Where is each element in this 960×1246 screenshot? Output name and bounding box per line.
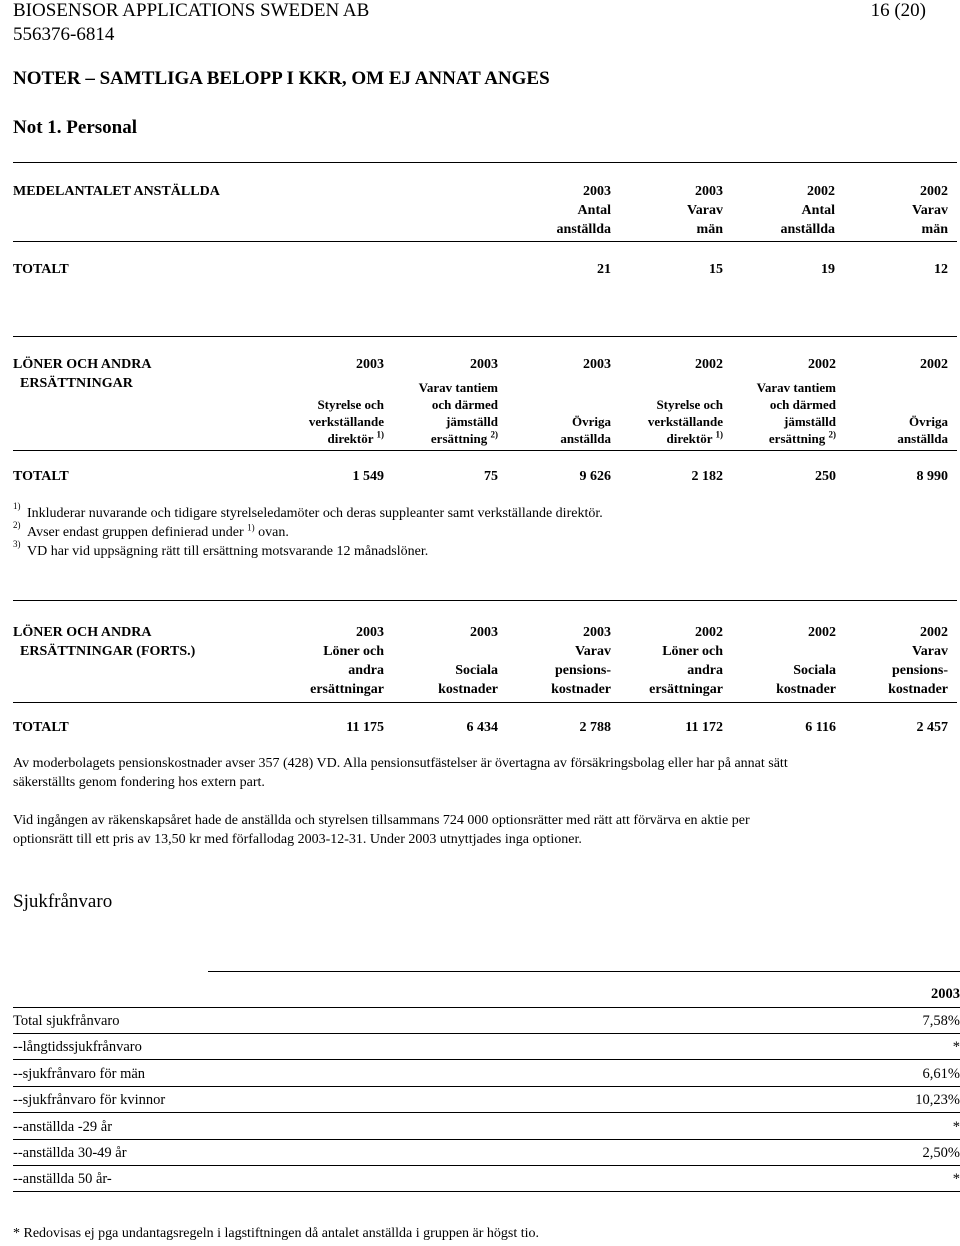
total-value: 9 626 <box>579 469 611 484</box>
sick-row-label: --sjukfrånvaro för män <box>13 1066 146 1082</box>
sick-row-label: --sjukfrånvaro för kvinnor <box>13 1092 166 1108</box>
divider <box>13 450 957 451</box>
col-header: Varav <box>911 203 948 218</box>
col-header: Löner och <box>662 644 723 659</box>
col-header: Styrelse och <box>656 397 723 412</box>
sick-row-value: 7,58% <box>922 1013 960 1029</box>
col-header: Sociala <box>455 663 498 678</box>
salaries-cont-label: ERSÄTTNINGAR (FORTS.) <box>20 644 196 659</box>
year-header: 2003 <box>583 357 611 372</box>
year-header: 2003 <box>470 357 498 372</box>
row-divider <box>13 1033 960 1034</box>
row-divider <box>13 1191 960 1192</box>
col-header: Övriga <box>572 414 611 429</box>
sick-row-label: --anställda 30-49 år <box>13 1145 127 1161</box>
col-header: direktör $^{1)}$ <box>666 429 723 446</box>
sick-row-value: * <box>952 1039 960 1055</box>
divider <box>13 241 957 242</box>
divider <box>208 971 960 972</box>
col-header: ersättning $^{2)}$ <box>430 429 498 446</box>
sick-row-value: 10,23% <box>915 1092 960 1108</box>
row-divider <box>13 1165 960 1166</box>
year-header: 2003 <box>356 357 384 372</box>
col-header: verkställande <box>647 414 723 429</box>
footnote-text: Avser endast gruppen definierad under $^{1)}$ ovan. <box>27 522 289 540</box>
salaries-label: LÖNER OCH ANDRA <box>13 357 152 372</box>
year-header: 2002 <box>808 357 836 372</box>
col-header: ersättningar <box>649 682 723 697</box>
row-divider <box>13 1139 960 1140</box>
col-header: anställda <box>556 222 611 237</box>
col-header: anställda <box>780 222 835 237</box>
col-header: kostnader <box>551 682 611 697</box>
sick-row-label: --långtidssjukfrånvaro <box>13 1039 142 1055</box>
col-header: Varav tantiem <box>418 380 498 395</box>
divider <box>13 600 957 601</box>
paragraph-line: säkerställts genom fondering hos extern part. <box>13 775 265 790</box>
total-label: TOTALT <box>13 469 69 484</box>
year-header: 2003 <box>356 625 384 640</box>
footnote-text: VD har vid uppsägning rätt till ersättning motsvarande 12 månadslöner. <box>27 544 429 559</box>
total-value: 12 <box>934 262 948 277</box>
col-header: ersättningar <box>310 682 384 697</box>
col-header: Varav <box>686 203 723 218</box>
total-value: 8 990 <box>916 469 948 484</box>
sick-year: 2003 <box>931 986 960 1002</box>
total-value: 19 <box>821 262 835 277</box>
year-header: 2002 <box>695 625 723 640</box>
col-header: Varav <box>911 644 948 659</box>
note-title: Not 1. Personal <box>13 117 138 138</box>
divider <box>13 336 957 337</box>
col-header: jämställd <box>784 414 836 429</box>
col-header: direktör $^{1)}$ <box>327 429 384 446</box>
sick-row-value: * <box>952 1171 960 1187</box>
total-value: 75 <box>484 469 498 484</box>
col-header: andra <box>687 663 723 678</box>
total-value: 2 182 <box>691 469 723 484</box>
total-value: 6 434 <box>466 720 498 735</box>
paragraph-line: Vid ingången av räkenskapsåret hade de anställda och styrelsen tillsammans 724 000 optionsrätter med rätt att förvärva en aktie per <box>13 813 750 828</box>
col-header: Antal <box>801 203 835 218</box>
total-label: TOTALT <box>13 720 69 735</box>
col-header: Övriga <box>909 414 948 429</box>
footnote-text: Inkluderar nuvarande och tidigare styrelseledamöter och deras suppleanter samt verkställande direktör. <box>27 506 603 521</box>
col-header: Sociala <box>793 663 836 678</box>
year-header: 2003 <box>470 625 498 640</box>
sick-row-value: 6,61% <box>922 1066 960 1082</box>
divider <box>13 162 957 163</box>
total-value: 2 457 <box>916 720 948 735</box>
col-header: 2003 <box>695 184 723 199</box>
sick-row-label: --anställda 50 år- <box>13 1171 112 1187</box>
col-header: Styrelse och <box>317 397 384 412</box>
paragraph-line: optionsrätt till ett pris av 13,50 kr med förfallodag 2003-12-31. Under 2003 utnyttjades inga optioner. <box>13 832 582 847</box>
year-header: 2002 <box>920 625 948 640</box>
year-header: 2002 <box>695 357 723 372</box>
total-value: 11 175 <box>346 720 384 735</box>
divider <box>13 702 957 703</box>
col-header: pensions- <box>554 663 611 678</box>
col-header: 2003 <box>583 184 611 199</box>
total-label: TOTALT <box>13 262 69 277</box>
section-title: NOTER – SAMTLIGA BELOPP I KKR, OM EJ ANNAT ANGES <box>13 68 550 89</box>
total-value: 2 788 <box>579 720 611 735</box>
row-divider <box>13 1086 960 1087</box>
footnote-mark: 1) <box>13 501 21 511</box>
total-value: 1 549 <box>352 469 384 484</box>
col-header: Löner och <box>323 644 384 659</box>
col-header: verkställande <box>308 414 384 429</box>
col-header: anställda <box>897 431 948 446</box>
paragraph-line: Av moderbolagets pensionskostnader avser 357 (428) VD. Alla pensionsutfästelser är övertagna av försäkringsbolag eller har på annat sätt <box>13 756 788 771</box>
total-value: 6 116 <box>805 720 836 735</box>
total-value: 15 <box>709 262 723 277</box>
col-header: anställda <box>560 431 611 446</box>
employees-label: MEDELANTALET ANSTÄLLDA <box>13 184 220 199</box>
year-header: 2003 <box>583 625 611 640</box>
divider <box>13 1007 960 1008</box>
row-divider <box>13 1059 960 1060</box>
sick-row-label: Total sjukfrånvaro <box>13 1013 120 1029</box>
col-header: kostnader <box>438 682 498 697</box>
sick-row-value: 2,50% <box>922 1145 960 1161</box>
row-divider <box>13 1112 960 1113</box>
col-header: 2002 <box>807 184 835 199</box>
col-header: Antal <box>577 203 611 218</box>
col-header: Varav tantiem <box>756 380 836 395</box>
total-value: 11 172 <box>685 720 723 735</box>
salaries-cont-label: LÖNER OCH ANDRA <box>13 625 152 640</box>
sick-row-label: --anställda -29 år <box>13 1119 113 1135</box>
salaries-label: ERSÄTTNINGAR <box>20 376 133 391</box>
col-header: andra <box>348 663 384 678</box>
sick-footnote: * Redovisas ej pga undantagsregeln i lagstiftningen då antalet anställda i gruppen är högst tio. <box>13 1226 540 1241</box>
year-header: 2002 <box>808 625 836 640</box>
col-header: 2002 <box>920 184 948 199</box>
sick-row-value: * <box>952 1119 960 1135</box>
footnote-mark: 3) <box>13 539 21 549</box>
year-header: 2002 <box>920 357 948 372</box>
col-header: kostnader <box>776 682 836 697</box>
col-header: Varav <box>574 644 611 659</box>
company-name: BIOSENSOR APPLICATIONS SWEDEN AB <box>13 0 370 21</box>
sick-title: Sjukfrånvaro <box>13 891 113 912</box>
page-number: 16 (20) <box>870 0 926 21</box>
col-header: män <box>921 222 948 237</box>
total-value: 21 <box>597 262 611 277</box>
col-header: och därmed <box>431 397 498 412</box>
col-header: ersättning $^{2)}$ <box>768 429 836 446</box>
total-value: 250 <box>815 469 836 484</box>
col-header: jämställd <box>446 414 498 429</box>
col-header: män <box>696 222 723 237</box>
org-number: 556376-6814 <box>13 24 115 45</box>
footnote-mark: 2) <box>13 520 21 530</box>
col-header: och därmed <box>769 397 836 412</box>
col-header: pensions- <box>891 663 948 678</box>
col-header: kostnader <box>888 682 948 697</box>
